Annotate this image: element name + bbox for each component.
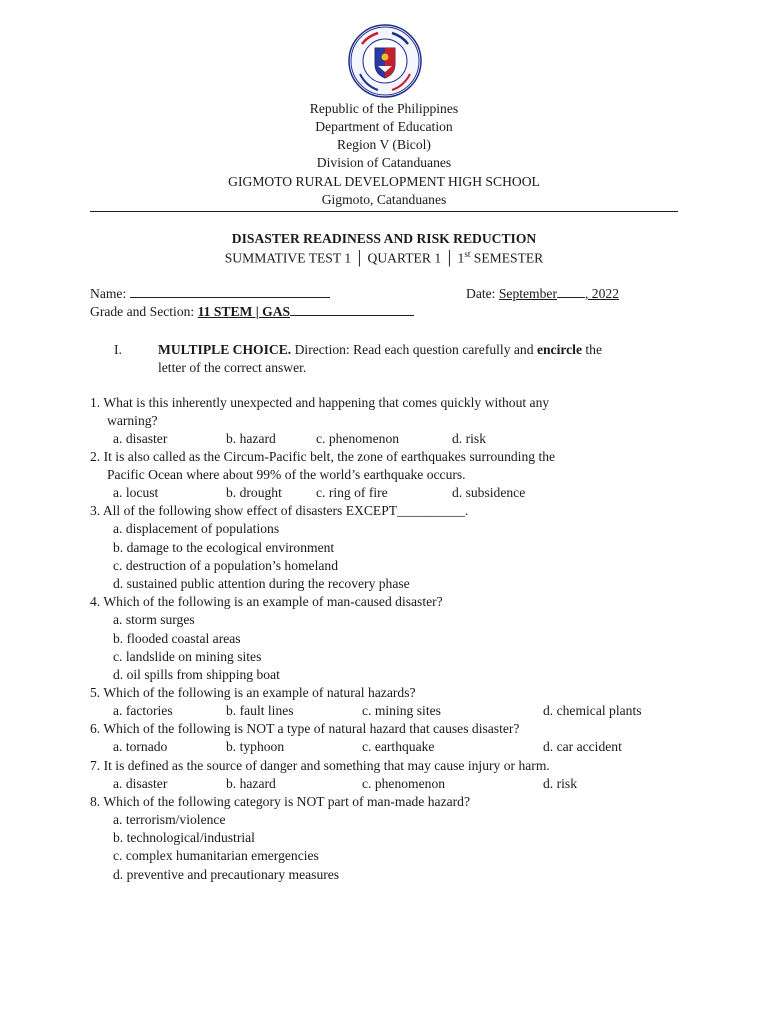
date-field	[466, 286, 619, 302]
subject-title: DISASTER READINESS AND RISK REDUCTION	[231, 231, 537, 246]
deped-seal-logo	[348, 24, 422, 98]
question-3: 3. All of the following show effect of disasters EXCEPT__________.	[90, 503, 469, 518]
name-label: Name:	[90, 286, 127, 301]
date-month: September	[498, 286, 557, 301]
q8-choice-d[interactable]: d. preventive and precautionary measures	[113, 867, 340, 882]
grade-label: Grade and Section:	[90, 304, 195, 319]
q6-choice-d[interactable]: d. car accident	[543, 739, 622, 754]
test-info	[0, 249, 768, 267]
grade-section-field	[90, 304, 414, 320]
test-info-semester: SEMESTER	[470, 250, 544, 266]
test-info-main: SUMMATIVE TEST 1 │ QUARTER 1 │ 1	[224, 250, 465, 266]
q1-choice-b[interactable]: b. hazard	[226, 431, 276, 446]
question-1-cont: warning?	[107, 413, 158, 428]
q5-choice-a[interactable]: a. factories	[113, 703, 173, 718]
question-2-cont: Pacific Ocean where about 99% of the world’s earthquake occurs.	[107, 467, 466, 482]
q5-choice-b[interactable]: b. fault lines	[226, 703, 294, 718]
question-6: 6. Which of the following is NOT a type of natural hazard that causes disaster?	[90, 721, 520, 736]
direction-emphasis: encircle	[536, 342, 582, 357]
direction-text-a: Direction: Read each question carefully and	[291, 342, 537, 357]
q1-choice-a[interactable]: a. disaster	[113, 431, 168, 446]
q7-choice-d[interactable]: d. risk	[543, 776, 577, 791]
q8-choice-b[interactable]: b. technological/industrial	[113, 830, 255, 845]
q7-choice-b[interactable]: b. hazard	[226, 776, 276, 791]
q1-choice-c[interactable]: c. phenomenon	[316, 431, 400, 446]
question-4: 4. Which of the following is an example of man-caused disaster?	[90, 594, 443, 609]
header-division: Division of Catanduanes	[316, 155, 452, 170]
test-info-sup: st	[464, 249, 471, 259]
q3-choice-b[interactable]: b. damage to the ecological environment	[113, 540, 335, 555]
q4-choice-c[interactable]: c. landslide on mining sites	[113, 649, 262, 664]
date-day-blank[interactable]	[557, 286, 585, 298]
direction-line-2: letter of the correct answer.	[158, 360, 307, 375]
q6-choice-b[interactable]: b. typhoon	[226, 739, 285, 754]
section-direction	[158, 342, 602, 358]
header-location: Gigmoto, Catanduanes	[321, 192, 447, 207]
question-1: 1. What is this inherently unexpected and happening that comes quickly without any	[90, 395, 550, 410]
q3-choice-c[interactable]: c. destruction of a population’s homeland	[113, 558, 339, 573]
question-8: 8. Which of the following category is NOT part of man-made hazard?	[90, 794, 470, 809]
q3-choice-d[interactable]: d. sustained public attention during the recovery phase	[113, 576, 410, 591]
name-blank[interactable]	[130, 286, 330, 298]
q7-choice-c[interactable]: c. phenomenon	[362, 776, 446, 791]
q2-choice-a[interactable]: a. locust	[113, 485, 159, 500]
header-school: GIGMOTO RURAL DEVELOPMENT HIGH SCHOOL	[228, 174, 540, 189]
q8-choice-c[interactable]: c. complex humanitarian emergencies	[113, 848, 319, 863]
q7-choice-a[interactable]: a. disaster	[113, 776, 168, 791]
name-field	[90, 286, 330, 302]
question-5: 5. Which of the following is an example of natural hazards?	[90, 685, 416, 700]
question-7: 7. It is defined as the source of danger and something that may cause injury or harm.	[90, 758, 550, 773]
q3-choice-a[interactable]: a. displacement of populations	[113, 521, 280, 536]
q5-choice-d[interactable]: d. chemical plants	[543, 703, 642, 718]
q5-choice-c[interactable]: c. mining sites	[362, 703, 441, 718]
q4-choice-d[interactable]: d. oil spills from shipping boat	[113, 667, 280, 682]
section-numeral: I.	[114, 342, 122, 357]
date-label: Date:	[466, 286, 496, 301]
q1-choice-d[interactable]: d. risk	[452, 431, 486, 446]
q2-choice-c[interactable]: c. ring of fire	[316, 485, 388, 500]
q6-choice-a[interactable]: a. tornado	[113, 739, 168, 754]
grade-value: 11 STEM | GAS	[197, 304, 291, 319]
header-region: Region V (Bicol)	[337, 137, 431, 152]
q2-choice-b[interactable]: b. drought	[226, 485, 282, 500]
q8-choice-a[interactable]: a. terrorism/violence	[113, 812, 226, 827]
q4-choice-b[interactable]: b. flooded coastal areas	[113, 631, 241, 646]
header-republic: Republic of the Philippines	[309, 101, 459, 116]
q6-choice-c[interactable]: c. earthquake	[362, 739, 435, 754]
header-department: Department of Education	[315, 119, 453, 134]
date-year: , 2022	[585, 286, 619, 301]
q2-choice-d[interactable]: d. subsidence	[452, 485, 526, 500]
grade-blank[interactable]	[290, 304, 414, 316]
q4-choice-a[interactable]: a. storm surges	[113, 612, 195, 627]
question-2: 2. It is also called as the Circum-Pacific belt, the zone of earthquakes surrounding the	[90, 449, 556, 464]
direction-text-b: the	[581, 342, 602, 357]
header-divider	[90, 211, 678, 212]
section-heading: MULTIPLE CHOICE.	[158, 342, 292, 357]
